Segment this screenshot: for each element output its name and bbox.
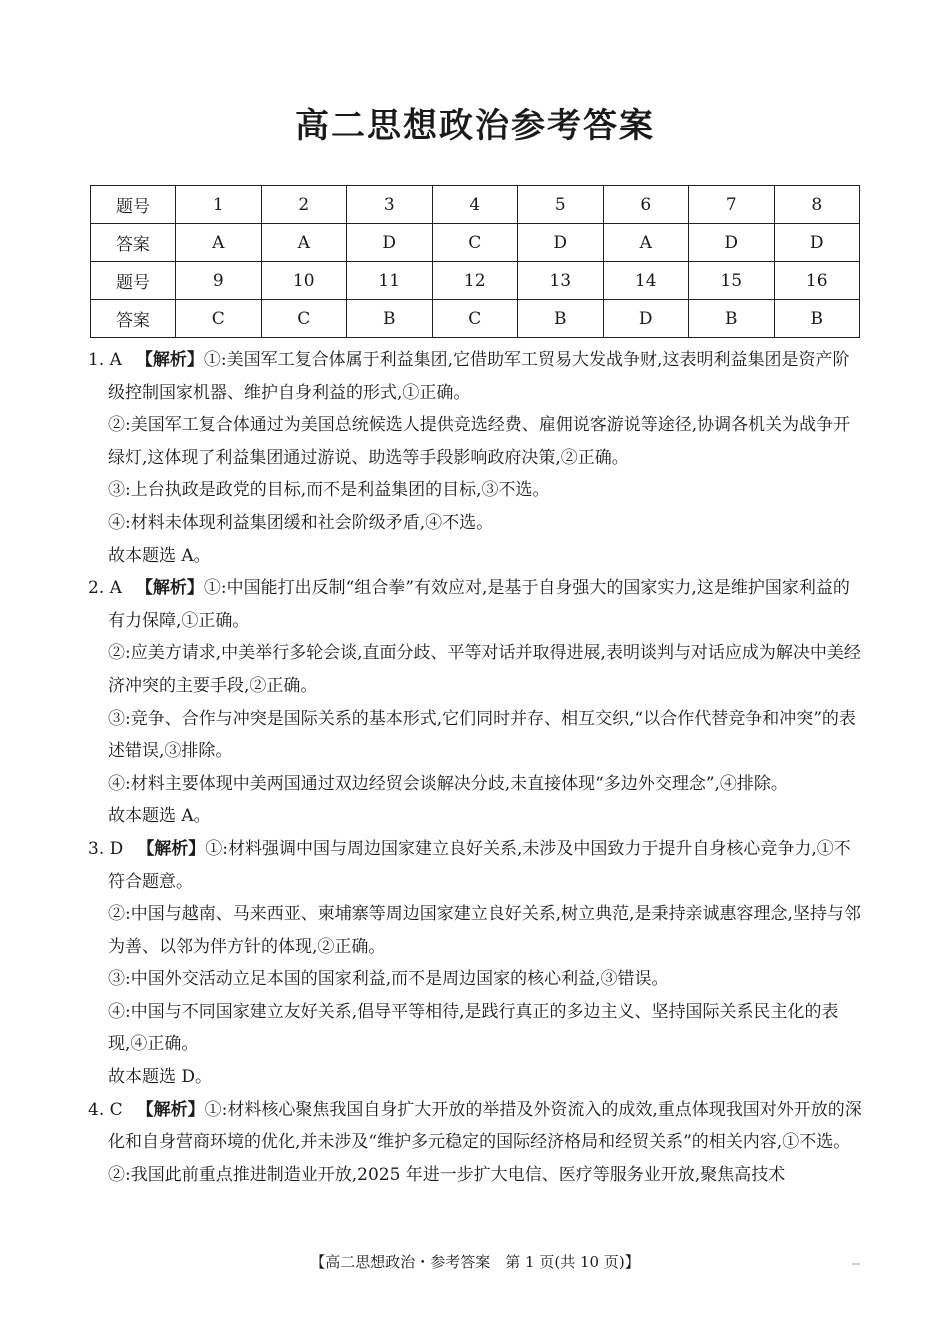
table-row bbox=[91, 186, 860, 224]
row-header-cell: 答案 bbox=[91, 300, 176, 338]
question-number-answer: 2. A bbox=[88, 578, 122, 599]
analysis-paragraph: ②:美国军工复合体通过为美国总统候选人提供竞选经费、雇佣说客游说等途径,协调各机关为战争开绿灯,这体现了利益集团通过游说、助选等手段影响政府决策,②正确。 bbox=[108, 415, 851, 468]
question-number-answer: 3. D bbox=[88, 838, 124, 859]
analysis-paragraph: ④:材料主要体现中美两国通过双边经贸会谈解决分歧,未直接体现“多边外交理念”,④排除。 bbox=[108, 773, 788, 794]
table-cell: D bbox=[603, 300, 689, 338]
table-cell: 6 bbox=[603, 186, 689, 224]
analysis-section bbox=[88, 344, 866, 1191]
analysis-tag: 【解析】 bbox=[137, 838, 206, 859]
question-analysis bbox=[88, 1094, 866, 1192]
analysis-first-paragraph bbox=[88, 572, 866, 637]
analysis-tag: 【解析】 bbox=[135, 350, 204, 370]
analysis-text: ①:材料强调中国与周边国家建立良好关系,未涉及中国致力于提升自身核心竞争力,①不符合题意。 bbox=[108, 838, 851, 892]
table-cell: B bbox=[774, 300, 860, 338]
row-header-cell: 题号 bbox=[91, 186, 176, 224]
table-cell: 9 bbox=[176, 262, 262, 300]
table-cell: C bbox=[261, 300, 347, 338]
analysis-first-paragraph bbox=[88, 1094, 866, 1159]
table-cell: 14 bbox=[603, 262, 689, 300]
analysis-paragraph: 故本题选 A。 bbox=[108, 806, 211, 827]
table-cell: A bbox=[603, 224, 689, 262]
analysis-paragraph: ④:中国与不同国家建立友好关系,倡导平等相待,是践行真正的多边主义、坚持国际关系民主化的表现,④正确。 bbox=[108, 1001, 839, 1055]
table-cell: 10 bbox=[261, 262, 347, 300]
table-cell: 16 bbox=[774, 262, 860, 300]
analysis-tag: 【解析】 bbox=[136, 1099, 205, 1120]
page-title: 高二思想政治参考答案 bbox=[295, 106, 655, 146]
analysis-paragraph: ④:材料未体现利益集团缓和社会阶级矛盾,④不选。 bbox=[108, 512, 494, 533]
table-cell: 1 bbox=[176, 186, 262, 224]
table-cell: 2 bbox=[261, 186, 347, 224]
table-row bbox=[91, 224, 860, 262]
question-number-answer: 4. C bbox=[88, 1099, 123, 1120]
corner-mark bbox=[852, 1263, 860, 1265]
analysis-paragraph: 故本题选 A。 bbox=[108, 545, 211, 566]
question-analysis bbox=[88, 344, 866, 572]
table-cell: C bbox=[432, 224, 518, 262]
question-number-answer: 1. A bbox=[88, 350, 122, 370]
table-cell: A bbox=[176, 224, 262, 262]
question-analysis bbox=[88, 833, 866, 1094]
analysis-paragraph: ③:中国外交活动立足本国的国家利益,而不是周边国家的核心利益,③错误。 bbox=[108, 969, 669, 990]
table-cell: 15 bbox=[689, 262, 775, 300]
table-cell: B bbox=[347, 300, 433, 338]
analysis-paragraph: ②:我国此前重点推进制造业开放,2025 年进一步扩大电信、医疗等服务业开放,聚焦高技术 bbox=[108, 1164, 786, 1185]
table-cell: B bbox=[518, 300, 604, 338]
table-cell: 12 bbox=[432, 262, 518, 300]
analysis-paragraph: ②:应美方请求,中美举行多轮会谈,直面分歧、平等对话并取得进展,表明谈判与对话应成为解决中美经济冲突的主要手段,②正确。 bbox=[108, 643, 861, 696]
table-cell: 7 bbox=[689, 186, 775, 224]
table-cell: A bbox=[261, 224, 347, 262]
table-cell: 8 bbox=[774, 186, 860, 224]
table-cell: D bbox=[774, 224, 860, 262]
analysis-paragraph: ③:竞争、合作与冲突是国际关系的基本形式,它们同时并存、相互交织,“以合作代替竞争和冲突”的表述错误,③排除。 bbox=[108, 708, 856, 762]
table-cell: D bbox=[518, 224, 604, 262]
analysis-text: ①:中国能打出反制“组合拳”有效应对,是基于自身强大的国家实力,这是维护国家利益的有力保障,①正确。 bbox=[108, 578, 850, 631]
row-header-cell: 答案 bbox=[91, 224, 176, 262]
table-cell: 3 bbox=[347, 186, 433, 224]
table-cell: D bbox=[347, 224, 433, 262]
analysis-paragraph: ②:中国与越南、马来西亚、柬埔寨等周边国家建立良好关系,树立典范,是秉持亲诚惠容理念,坚持与邻为善、以邻为伴方针的体现,②正确。 bbox=[108, 904, 861, 957]
row-header-cell: 题号 bbox=[91, 262, 176, 300]
table-cell: 13 bbox=[518, 262, 604, 300]
table-cell: 11 bbox=[347, 262, 433, 300]
analysis-text: ①:美国军工复合体属于利益集团,它借助军工贸易大发战争财,这表明利益集团是资产阶级控制国家机器、维护自身利益的形式,①正确。 bbox=[108, 350, 850, 403]
table-row bbox=[91, 300, 860, 338]
question-analysis bbox=[88, 572, 866, 833]
analysis-text: ①:材料核心聚焦我国自身扩大开放的举措及外资流入的成效,重点体现我国对外开放的深化和自身营商环境的优化,并未涉及“维护多元稳定的国际经济格局和经贸关系”的相关内容,①不选。 bbox=[108, 1099, 862, 1153]
table-cell: 5 bbox=[518, 186, 604, 224]
page-footer: 【高二思想政治・参考答案 第 1 页(共 10 页)】 bbox=[310, 1253, 640, 1271]
analysis-first-paragraph bbox=[88, 833, 866, 898]
analysis-first-paragraph bbox=[88, 344, 866, 409]
analysis-tag: 【解析】 bbox=[135, 578, 204, 599]
table-cell: 4 bbox=[432, 186, 518, 224]
analysis-paragraph: ③:上台执政是政党的目标,而不是利益集团的目标,③不选。 bbox=[108, 480, 550, 501]
answer-table bbox=[90, 185, 860, 338]
table-cell: C bbox=[432, 300, 518, 338]
table-cell: B bbox=[689, 300, 775, 338]
table-cell: C bbox=[176, 300, 262, 338]
table-row bbox=[91, 262, 860, 300]
analysis-paragraph: 故本题选 D。 bbox=[108, 1067, 213, 1088]
table-cell: D bbox=[689, 224, 775, 262]
